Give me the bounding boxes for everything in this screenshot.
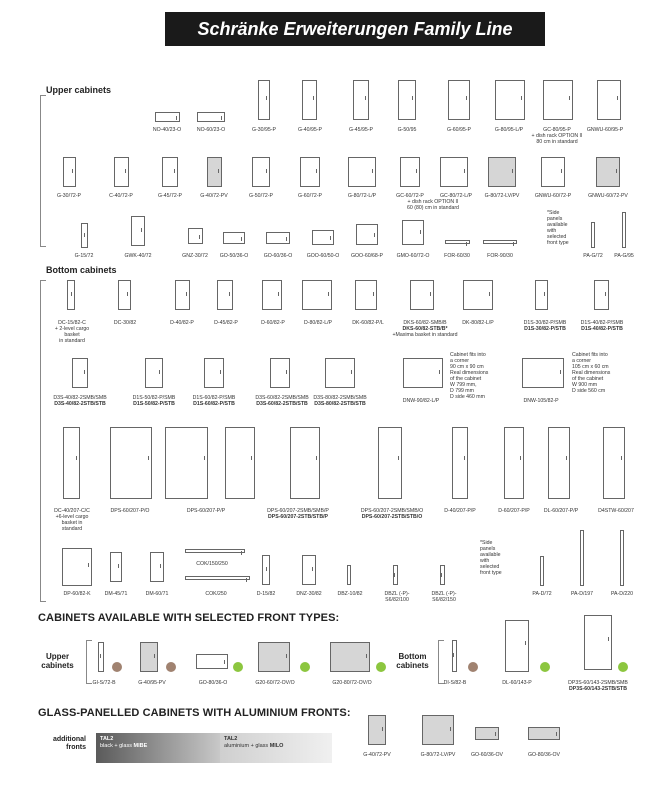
label: G-45/95-P xyxy=(349,127,373,133)
label: DBZ-10/82 xyxy=(337,591,363,597)
label: PA-D/72 xyxy=(532,591,552,597)
label: GC-80/95-P xyxy=(543,127,571,133)
label: PA-D/197 xyxy=(570,591,594,597)
label: NO-40/23-O xyxy=(152,127,182,133)
label: D3S-40/82-2SMB/SMB xyxy=(53,395,107,401)
cabinet-DPS-60-207-SMB-P xyxy=(225,427,255,499)
label: G-60/72-P xyxy=(298,193,322,199)
upper-section-title: Upper cabinets xyxy=(46,85,112,95)
label: DI-S/82-B xyxy=(443,680,467,686)
cabinet-D3S-60-82 xyxy=(270,358,290,388)
label-bold: D1S-30/82-P/STB xyxy=(524,326,566,332)
label: DNW-90/82-L/P xyxy=(402,398,440,404)
front-color-dot xyxy=(376,662,386,672)
front-color-dot xyxy=(300,662,310,672)
corner-note-90: Cabinet fits into a corner 90 cm x 90 cm Real dimensions of the cabinet W 799 mm, D 799 mm D side 460 mm xyxy=(450,352,489,400)
cabinet-G-80-72-LV xyxy=(488,157,516,187)
cabinet-DL-60-207 xyxy=(548,427,570,499)
corner-note-105: Cabinet fits into a corner 105 cm x 60 cm Real dimensions of the cabinet W 900 mm D side 560 cm xyxy=(572,352,611,394)
cabinet-G-40-95 xyxy=(302,80,317,120)
panel-PA-D-220 xyxy=(620,530,624,586)
cabinet-NO-40-23 xyxy=(155,112,180,122)
label: DPS-60/207-P/P xyxy=(186,508,226,514)
label: G-50/95 xyxy=(397,127,417,133)
label: G-45/72-P xyxy=(158,193,182,199)
cabinet-G-15-72 xyxy=(81,223,88,248)
cabinet-G20-80-72 xyxy=(330,642,370,672)
cabinet-D-80-82 xyxy=(302,280,332,310)
cabinet-NO-60-23 xyxy=(197,112,225,122)
label: FOR-60/30 xyxy=(444,253,470,259)
note: in standard xyxy=(59,338,85,344)
cabinet-C-40-72 xyxy=(114,157,129,187)
cabinet-D1S-40-82 xyxy=(594,280,609,310)
panel-DM-60-71 xyxy=(150,552,164,582)
label: G-30/72-P xyxy=(57,193,81,199)
label: G-80/72-LV/PV xyxy=(420,752,456,758)
label: GWK-40/72 xyxy=(124,253,152,259)
label: DPS-60/207-P/O xyxy=(110,508,150,514)
label: DP3S-60/143-2SMB/SMB xyxy=(568,680,628,686)
label: D1S-30/82-P/SMB xyxy=(523,320,567,326)
label: GOO-60/68-P xyxy=(350,253,384,259)
bottom-bracket xyxy=(40,280,46,602)
label-bold: DKS-60/82-STB/B* xyxy=(402,326,448,332)
cabinet-DC-40-207 xyxy=(63,427,80,499)
cabinet-GMO-60-72 xyxy=(402,220,424,245)
note: 60 (80) cm in standard xyxy=(407,205,459,211)
label: DM-45/71 xyxy=(104,591,128,597)
shelf-FOR-90-30 xyxy=(483,240,517,244)
cabinet-G-30-72 xyxy=(63,157,76,187)
cabinet-G-40-72-PV xyxy=(207,157,222,187)
label: DC-30/82 xyxy=(113,320,137,326)
label: GNZ-30/72 xyxy=(182,253,208,259)
cabinet-D-40-82 xyxy=(175,280,190,310)
cabinet-D1S-50-82 xyxy=(145,358,163,388)
note: +6-level cargo xyxy=(55,514,89,520)
label: DPS-60/207-2SMB/SMB/O xyxy=(360,508,424,514)
label: GI-S/72-B xyxy=(92,680,116,686)
label: G-80/72-LV/PV xyxy=(484,193,520,199)
note: +Maxima basket in standard xyxy=(392,332,458,338)
selected-upper-label: Upper cabinets xyxy=(41,652,74,670)
label: FOR-90/30 xyxy=(487,253,513,259)
label: G-30/95-P xyxy=(252,127,276,133)
cabinet-GC-80-95 xyxy=(543,80,573,120)
label-bold: D3S-80/82-2STB/STB xyxy=(314,401,366,407)
label: GC-60/72-P xyxy=(396,193,424,199)
label-bold: D3S-60/82-2STB/STB xyxy=(256,401,308,407)
label: COK/150/250 xyxy=(196,561,228,567)
label: G20-60/72-OV/O xyxy=(255,680,295,686)
label: DK-80/82-L/P xyxy=(462,320,494,326)
label: PA-G/95 xyxy=(614,253,634,259)
label: D1S-60/82-P/SMB xyxy=(192,395,236,401)
cabinet-D3S-40-82 xyxy=(72,358,88,388)
plinth-COK-250 xyxy=(185,576,250,580)
cabinet-G-80-72 xyxy=(348,157,376,187)
cabinet-GO-80-36 xyxy=(196,654,228,669)
label: C-40/72-P xyxy=(109,193,133,199)
cabinet-G20-60-72 xyxy=(258,642,290,672)
cabinet-GNZ-30-72 xyxy=(188,228,203,244)
note: basket in xyxy=(61,520,83,526)
label: DBZL (-P)-S6/82/100 xyxy=(384,591,410,603)
cabinet-G-60-95 xyxy=(448,80,470,120)
cabinet-DNZ-30-82 xyxy=(302,555,316,585)
label: D1S-40/82-P/SMB xyxy=(580,320,624,326)
panel-PA-G-95 xyxy=(622,212,626,248)
label-bold: D1S-50/82-P/STB xyxy=(133,401,175,407)
label-bold: DP3S-60/143-2STB/STB xyxy=(569,686,627,692)
selected-bottom-bracket xyxy=(438,640,444,684)
label: D-40/82-P xyxy=(170,320,194,326)
note: + 2-level cargo xyxy=(54,326,90,332)
label-bold: D1S-60/82-P/STB xyxy=(193,401,235,407)
cabinet-D1S-30-82 xyxy=(535,280,548,310)
selected-upper-bracket xyxy=(86,640,92,684)
front-swatch-mibe: TAL2 black + glass MIBE xyxy=(96,733,220,763)
label: D-15/82 xyxy=(256,591,276,597)
label-bold: D3S-40/82-2STB/STB xyxy=(54,401,106,407)
label: GMO-60/72-O xyxy=(396,253,430,259)
label: GO-50/36-O xyxy=(219,253,249,259)
selected-bottom-label: Bottom cabinets xyxy=(396,652,429,670)
selected-fronts-title: CABINETS AVAILABLE WITH SELECTED FRONT TYPES: xyxy=(38,612,340,624)
cabinet-D1S-60-82 xyxy=(204,358,224,388)
label: D4STW-60/207 xyxy=(598,508,634,514)
front-color-dot xyxy=(112,662,122,672)
label: COK/250 xyxy=(205,591,227,597)
label: G-40/95-PV xyxy=(138,680,166,686)
label: GO-80/36-OV xyxy=(527,752,561,758)
label: PA-D/220 xyxy=(610,591,634,597)
label: GO-60/36-OV xyxy=(470,752,504,758)
panel-PA-G-72 xyxy=(591,222,595,248)
front-color-dot xyxy=(618,662,628,672)
label: G-60/95-P xyxy=(447,127,471,133)
cabinet-DI-S-82 xyxy=(452,640,457,672)
label: DKS-60/82-SMB/B xyxy=(403,320,447,326)
cabinet-G-30-95 xyxy=(258,80,270,120)
label: DM-60/71 xyxy=(145,591,169,597)
front-color-dot xyxy=(166,662,176,672)
label: D-40/207-P/P xyxy=(444,508,476,514)
label: GC-80/72-L/P xyxy=(439,193,473,199)
label: D1S-50/82-P/SMB xyxy=(132,395,176,401)
label: D-60/207-P/P xyxy=(498,508,530,514)
cabinet-G-40-95-PV xyxy=(140,642,158,672)
additional-fronts-label: additional fronts xyxy=(52,736,86,751)
cabinet-GO-80-36-OV xyxy=(528,727,560,740)
cabinet-DK-80-82 xyxy=(463,280,493,310)
cabinet-GOO-60-68 xyxy=(356,224,378,245)
cabinet-DPS-60-207-PP xyxy=(165,427,208,499)
label: D3S-80/82-2SMB/SMB xyxy=(313,395,367,401)
cabinet-GO-60-36 xyxy=(266,232,290,244)
label: G-40/95-P xyxy=(298,127,322,133)
panel-PA-D-197 xyxy=(580,530,584,586)
cabinet-DPS-60-207-PO xyxy=(110,427,152,499)
label: GOO-60/50-O xyxy=(306,253,340,259)
label: G20-80/72-OV/O xyxy=(332,680,372,686)
cabinet-GNWU-60-95 xyxy=(597,80,621,120)
cabinet-G-45-95 xyxy=(353,80,369,120)
cabinet-GO-50-36 xyxy=(223,232,245,244)
label: G-80/72-L/P xyxy=(347,193,377,199)
label: DL-60/143-P xyxy=(502,680,532,686)
cabinet-G-50-95 xyxy=(398,80,416,120)
cabinet-D4STW-60-207 xyxy=(603,427,625,499)
label: DNW-105/82-P xyxy=(523,398,559,404)
cabinet-G-45-72 xyxy=(162,157,178,187)
plinth-COK-150-250 xyxy=(185,549,245,553)
front-swatch-milo: TAL2 aluminium + glass MILO xyxy=(220,733,332,763)
cabinet-D-40-207 xyxy=(452,427,468,499)
cabinet-DKS-60-82 xyxy=(410,280,434,310)
label: D-80/82-L/P xyxy=(304,320,332,326)
note: standard xyxy=(61,526,83,532)
cabinet-DP-60-82 xyxy=(62,548,92,586)
note: basket xyxy=(64,332,80,338)
label: DP-60/82-K xyxy=(63,591,91,597)
label: G-80/95-L/P xyxy=(494,127,524,133)
cabinet-DC-15-82 xyxy=(67,280,75,310)
label: DNZ-30/82 xyxy=(296,591,322,597)
front-color-dot xyxy=(233,662,243,672)
cabinet-GNWU-60-72-P xyxy=(541,157,565,187)
cabinet-G-80-72-LV-glass xyxy=(422,715,454,745)
cabinet-GOO-60-50 xyxy=(312,230,334,245)
cabinet-DC-30-82 xyxy=(118,280,131,310)
label: G-15/72 xyxy=(74,253,94,259)
label: DPS-60/207-2SMB/SMB/P xyxy=(267,508,329,514)
cabinet-G-40-72-PV-glass xyxy=(368,715,386,745)
label-bold: DPS-60/207-2STB/STB/O xyxy=(361,514,423,520)
label: D3S-60/82-2SMB/SMB xyxy=(255,395,309,401)
cabinet-DBZL-150 xyxy=(440,565,445,585)
label: GNWU-60/72-P xyxy=(534,193,572,199)
label: GNWU-60/72-PV xyxy=(588,193,628,199)
cabinet-GC-60-72 xyxy=(400,157,420,187)
side-panels-note-bottom: *Side panels available with selected front type xyxy=(480,540,502,576)
page-title: Schränke Erweiterungen Family Line xyxy=(165,12,545,46)
label-bold: D1S-40/82-P/STB xyxy=(581,326,623,332)
note: 80 cm in standard xyxy=(536,139,578,145)
label: DC-40/207-C/C xyxy=(54,508,90,514)
label-bold: DPS-60/207-2STB/STB/P xyxy=(268,514,328,520)
cabinet-D-60-207 xyxy=(504,427,524,499)
label: G-50/72-P xyxy=(249,193,273,199)
label: NO-60/23-O xyxy=(196,127,226,133)
label: GO-60/36-O xyxy=(263,253,293,259)
cabinet-G-80-95 xyxy=(495,80,525,120)
shelf-FOR-60-30 xyxy=(445,240,470,244)
label: D-60/82-P xyxy=(261,320,285,326)
label: DK-60/82-P/L xyxy=(352,320,384,326)
cabinet-GO-60-36-OV xyxy=(475,727,499,740)
label: G-40/72-PV xyxy=(200,193,228,199)
label: DC-15/82-C xyxy=(58,320,86,326)
cabinet-DP3S-60-143 xyxy=(584,615,612,670)
note: + dish rack OPTION II xyxy=(531,133,583,139)
cabinet-DNW-105-82 xyxy=(522,358,564,388)
cabinet-DBZL-100 xyxy=(393,565,398,585)
label: G-40/72-PV xyxy=(363,752,391,758)
label: DL-60/207-P/P xyxy=(543,508,579,514)
glass-section-title: GLASS-PANELLED CABINETS WITH ALUMINIUM FRONTS: xyxy=(38,707,351,719)
front-color-dot xyxy=(540,662,550,672)
cabinet-GWK-40-72 xyxy=(131,216,145,246)
label: GNWU-60/95-P xyxy=(586,127,624,133)
panel-DM-45-71 xyxy=(110,552,122,582)
cabinet-GC-80-72 xyxy=(440,157,468,187)
cabinet-DK-60-82 xyxy=(355,280,377,310)
cabinet-DPS-60-207-SMB-O-2 xyxy=(378,427,402,499)
side-panels-note-upper: *Side panels available with selected front type xyxy=(547,210,569,246)
cabinet-DL-60-143 xyxy=(505,620,529,672)
cabinet-D3S-80-82 xyxy=(325,358,355,388)
label: PA-G/72 xyxy=(583,253,603,259)
cabinet-D-60-82 xyxy=(262,280,282,310)
cabinet-D-15-82 xyxy=(262,555,270,585)
cabinet-G-50-72 xyxy=(252,157,270,187)
cabinet-D-45-82 xyxy=(217,280,233,310)
cabinet-DNW-90-82 xyxy=(403,358,443,388)
cabinet-DBZ-10-82 xyxy=(347,565,351,585)
cabinet-GI-S-72 xyxy=(98,642,104,672)
panel-PA-D-72 xyxy=(540,556,544,586)
upper-bracket xyxy=(40,95,46,247)
front-color-dot xyxy=(468,662,478,672)
cabinet-DPS-60-207-SMB-O xyxy=(290,427,320,499)
label: D-45/82-P xyxy=(214,320,238,326)
label: DBZL (-P)-S6/82/150 xyxy=(431,591,457,603)
cabinet-GNWU-60-72-PV xyxy=(596,157,620,187)
bottom-section-title: Bottom cabinets xyxy=(46,265,117,275)
cabinet-G-60-72 xyxy=(300,157,320,187)
label: GO-80/36-O xyxy=(198,680,228,686)
note: + dish rack OPTION II xyxy=(407,199,459,205)
